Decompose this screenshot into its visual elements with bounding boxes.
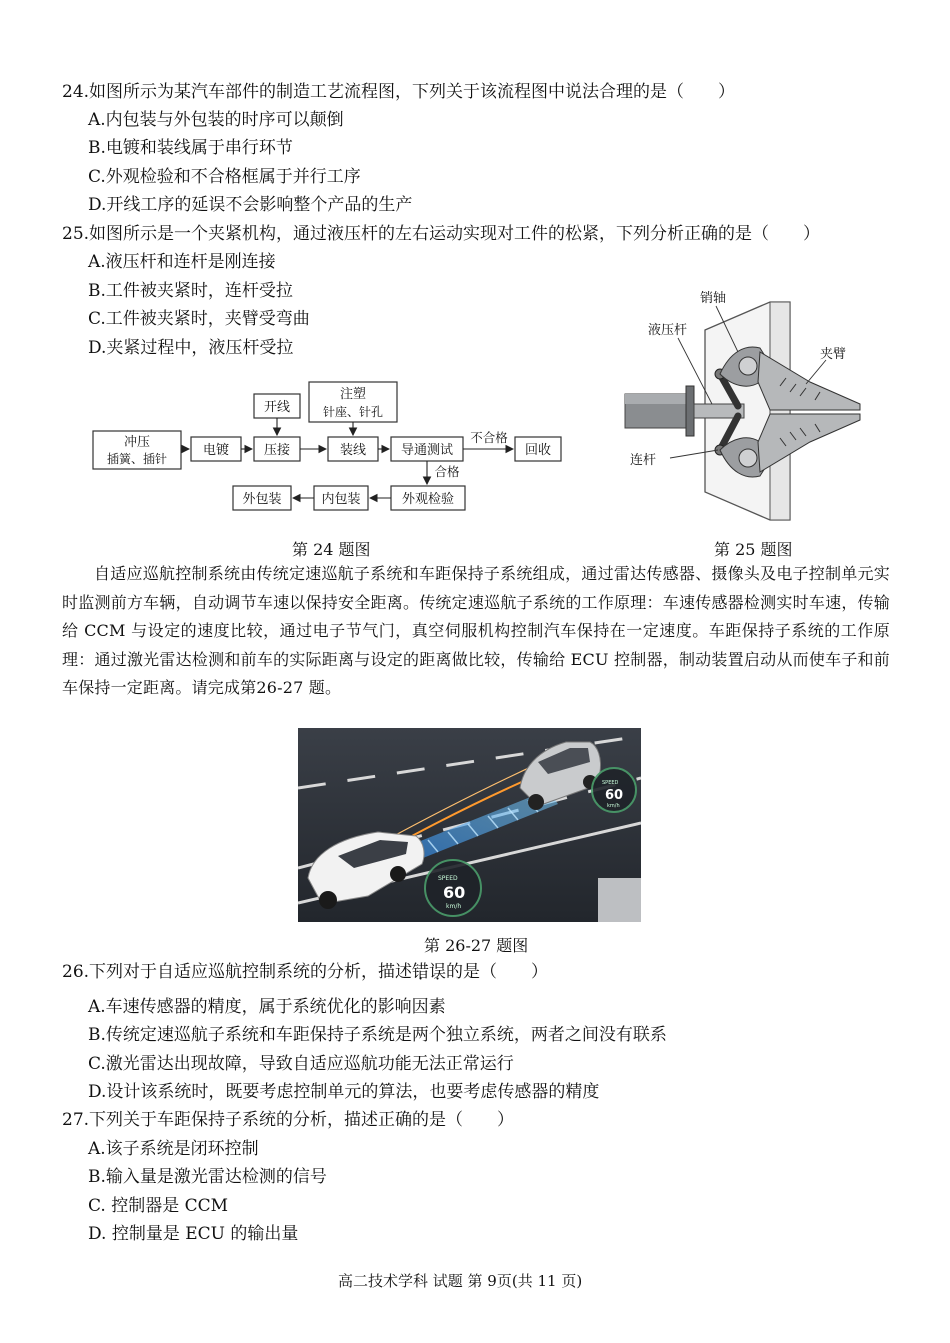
q25-option-b: B.工件被夹紧时，连杆受拉 xyxy=(88,281,293,301)
front-speed-unit: km/h xyxy=(607,803,620,809)
label-molding-2: 针座、针孔 xyxy=(322,405,384,419)
q26-emph-char-1: 错 xyxy=(412,962,430,982)
label-open-line: 开线 xyxy=(263,400,291,415)
label-unqualified: 不合格 xyxy=(470,430,508,445)
caption-fig2627: 第 26-27 题图 xyxy=(424,936,529,955)
q24-stem: 24.如图所示为某汽车部件的制造工艺流程图，下列关于该流程图中说法合理的是（ ） xyxy=(62,82,736,102)
label-crimping: 压接 xyxy=(263,443,291,458)
label-stamping-1: 冲压 xyxy=(123,435,151,450)
intro-paragraph xyxy=(62,560,890,703)
q25-stem: 25.如图所示是一个夹紧机构，通过液压杆的左右运动实现对工件的松紧，下列分析正确的是（ ） xyxy=(62,224,821,244)
label-link-rod: 连杆 xyxy=(630,453,657,468)
q27-option-c: C. 控制器是 CCM xyxy=(88,1196,229,1216)
label-conduct-test: 导通测试 xyxy=(400,443,454,458)
caption-fig25: 第 25 题图 xyxy=(714,540,793,559)
q26-option-c: C.激光雷达出现故障，导致自适应巡航功能无法正常运行 xyxy=(88,1054,514,1074)
label-clamp-arm: 夹臂 xyxy=(820,347,847,362)
label-hydraulic-rod: 液压杆 xyxy=(648,323,688,338)
intro-text: 自适应巡航控制系统由传统定速巡航子系统和车距保持子系统组成，通过雷达传感器、摄像头及电子控制单元实时监测前方车辆，自动调节车速以保持安全距离。传统定速巡航子系统的工作原理：车速传感器检测实时车速，传输给 CCM 与设定的速度比较，通过电子节气门，真空伺服机构控制汽车保持在一定速度。车距保持子系统的工作原理：通过激光雷达检测和前车的实际距离与设定的距离做比较，传输给 ECU 控制器，制动装置启动从而使车子和前车保持一定距离。请完成第26-27 题。 xyxy=(62,564,890,698)
adaptive-cruise-illustration xyxy=(298,728,641,922)
label-stamping-2: 插簧、插针 xyxy=(106,452,168,466)
q24-option-c: C.外观检验和不合格框属于并行工序 xyxy=(88,167,361,187)
q24-option-d: D.开线工序的延误不会影响整个产品的生产 xyxy=(88,195,413,215)
q26-stem-before: 26.下列对于自适应巡航控制系统的分析，描述 xyxy=(62,962,413,982)
caption-fig24: 第 24 题图 xyxy=(292,540,371,559)
q25-option-d: D.夹紧过程中，液压杆受拉 xyxy=(88,338,294,358)
label-molding-1: 注塑 xyxy=(339,387,367,402)
q26-stem-after: 的是（ ） xyxy=(446,962,549,982)
rear-speed-value: 60 xyxy=(443,883,466,902)
q25-option-a: A.液压杆和连杆是刚连接 xyxy=(88,252,276,272)
label-pin: 销轴 xyxy=(700,291,727,306)
q27-option-d: D. 控制量是 ECU 的输出量 xyxy=(88,1224,299,1244)
q26-option-b: B.传统定速巡航子系统和车距保持子系统是两个独立系统，两者之间没有联系 xyxy=(88,1025,667,1045)
q27-option-b: B.输入量是激光雷达检测的信号 xyxy=(88,1167,327,1187)
rear-speed-word: SPEED xyxy=(438,875,458,882)
q26-stem xyxy=(62,958,548,986)
front-speed-gauge xyxy=(592,768,636,812)
q26-emph-char-2: 误 xyxy=(429,962,447,982)
process-flowchart xyxy=(85,378,575,518)
clamp-mechanism-figure xyxy=(620,282,870,527)
rear-speed-gauge xyxy=(425,860,481,916)
q27-stem: 27.下列关于车距保持子系统的分析，描述正确的是（ ） xyxy=(62,1110,515,1130)
page-footer: 高二技术学科 试题 第 9页(共 11 页) xyxy=(338,1272,583,1290)
front-speed-word: SPEED xyxy=(602,780,619,786)
label-wiring: 装线 xyxy=(339,443,367,458)
q27-option-a: A.该子系统是闭环控制 xyxy=(88,1139,259,1159)
label-visual-inspect: 外观检验 xyxy=(401,492,455,507)
q26-option-a: A.车速传感器的精度，属于系统优化的影响因素 xyxy=(88,997,446,1017)
label-plating: 电镀 xyxy=(202,443,230,458)
label-outer-pack: 外包装 xyxy=(242,492,282,507)
rear-speed-unit: km/h xyxy=(446,903,462,910)
q26-option-d: D.设计该系统时，既要考虑控制单元的算法，也要考虑传感器的精度 xyxy=(88,1082,600,1102)
front-speed-value: 60 xyxy=(605,788,624,803)
q24-option-a: A.内包装与外包装的时序可以颠倒 xyxy=(88,110,344,130)
q25-option-c: C.工件被夹紧时，夹臂受弯曲 xyxy=(88,309,310,329)
label-recycle: 回收 xyxy=(524,443,552,458)
q24-option-b: B.电镀和装线属于串行环节 xyxy=(88,138,293,158)
label-inner-pack: 内包装 xyxy=(321,492,361,507)
label-qualified: 合格 xyxy=(434,464,460,479)
